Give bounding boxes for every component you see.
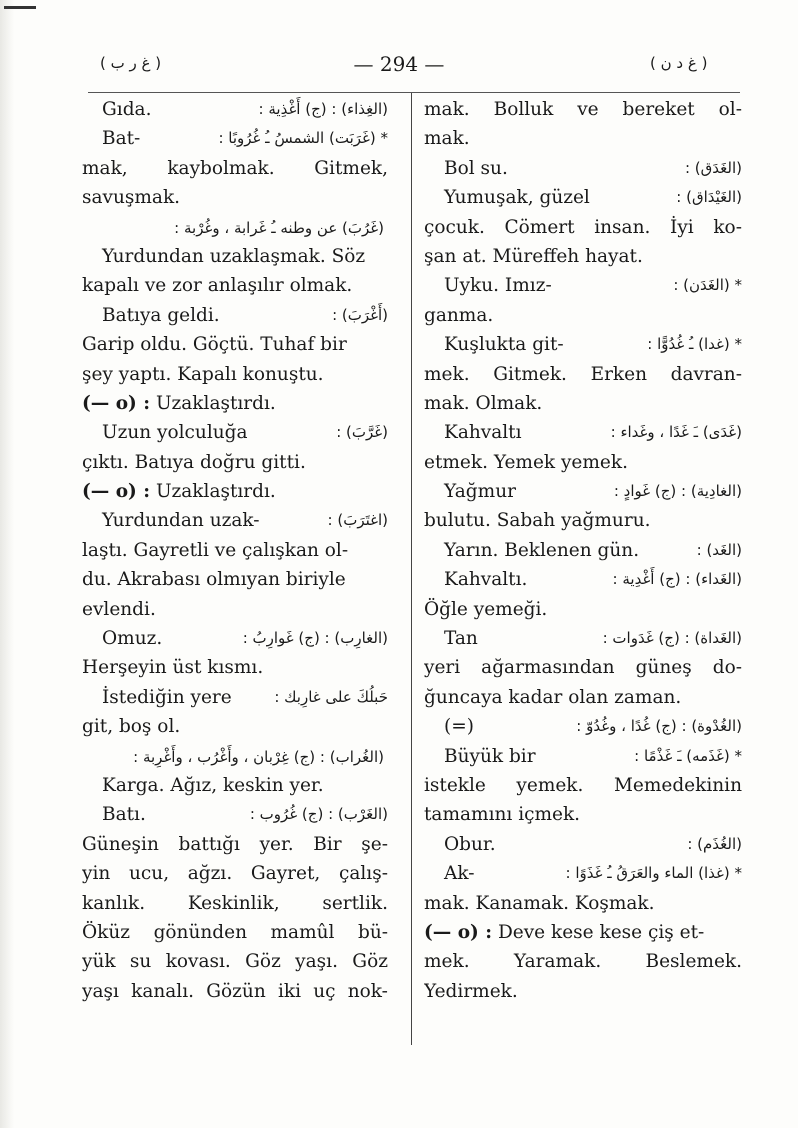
justified-text: Güneşin battığı yer. Bir şe- <box>82 833 388 855</box>
page-edge-shadow <box>0 0 14 1128</box>
arabic-headword: (الغَد) : <box>696 540 742 559</box>
entry-line <box>82 95 388 124</box>
text-line <box>424 595 742 624</box>
text-run: kapalı ve zor anlaşılır olmak. <box>82 275 353 297</box>
entry-line <box>82 800 388 829</box>
entry-line <box>424 271 742 300</box>
entry-gloss: Batıya geldi. <box>102 304 220 326</box>
text-run: mak. Kanamak. Koşmak. <box>424 892 655 914</box>
header-divider <box>88 92 740 93</box>
text-line <box>82 977 388 1006</box>
derived-form-text: (— o) : Deve kese kese çiş et- <box>424 921 705 943</box>
arabic-line <box>82 213 388 242</box>
entry-gloss: Ak- <box>444 863 475 885</box>
entry-line <box>424 742 742 771</box>
arabic-headword: (الغَيْدَاق) : <box>676 188 742 207</box>
entry-gloss: Yağmur <box>444 481 516 503</box>
text-line <box>82 183 388 212</box>
entry-gloss: Obur. <box>444 833 496 855</box>
entry-gloss: Tan <box>444 628 478 650</box>
text-run: ğuncaya kadar olan zaman. <box>424 686 682 708</box>
text-line <box>424 360 742 389</box>
text-run: Karga. Ağız, keskin yer. <box>102 774 324 796</box>
entry-gloss: Uzun yolculuğa <box>102 422 248 444</box>
justified-text: Öküz gönünden mamûl bü- <box>82 921 388 943</box>
entry-line <box>424 183 742 212</box>
text-line <box>424 506 742 535</box>
justified-text: mak, kaybolmak. Gitmek, <box>82 157 388 179</box>
arabic-headword: (الغارِب) : (ج) غَوارِبُ : <box>242 629 388 648</box>
entry-line <box>424 536 742 565</box>
justified-text: yin ucu, ağzı. Gayret, çalış- <box>82 863 388 885</box>
text-run: şan at. Müreffeh hayat. <box>424 245 643 267</box>
arabic-headword: * (غَذَمه) ـَ غَذْمًا : <box>634 746 742 765</box>
entry-gloss: (=) <box>444 716 474 738</box>
arabic-headword: (غَدَى) ـَ غَدًا ، وغَداء : <box>610 423 742 442</box>
text-run: git, boş ol. <box>82 716 181 738</box>
justified-text: kanlık. Keskinlik, sertlik. <box>82 892 388 914</box>
arabic-headword: (الغَداء) : (ج) أَغْدِية : <box>612 570 742 589</box>
text-line <box>82 330 388 359</box>
entry-line <box>82 124 388 153</box>
entry-line <box>424 859 742 888</box>
arabic-headword: * (الغَدَن) : <box>673 276 742 295</box>
text-line <box>82 712 388 741</box>
column-divider <box>411 93 412 1045</box>
entry-gloss: İstediğin yere <box>102 686 232 708</box>
entry-line <box>82 301 388 330</box>
text-run: tamamını içmek. <box>424 804 581 826</box>
header-root-left: ( غ ر ب ) <box>100 54 162 72</box>
text-line <box>424 242 742 271</box>
text-run: savuşmak. <box>82 187 181 209</box>
derived-form-line <box>82 477 388 506</box>
text-line <box>82 536 388 565</box>
entry-line <box>424 154 742 183</box>
text-line <box>424 683 742 712</box>
entry-line <box>82 624 388 653</box>
text-line <box>424 389 742 418</box>
text-run: mak. <box>424 128 470 150</box>
entry-gloss: Kahvaltı. <box>444 569 528 591</box>
arabic-line <box>82 742 388 771</box>
text-line <box>82 653 388 682</box>
entry-gloss: Yurdundan uzak- <box>102 510 260 532</box>
text-run: Herşeyin üst kısmı. <box>82 657 264 679</box>
text-line <box>82 360 388 389</box>
text-line <box>424 448 742 477</box>
right-column <box>424 95 742 1006</box>
text-run: evlendi. <box>82 598 156 620</box>
text-line <box>82 565 388 594</box>
text-line <box>424 653 742 682</box>
text-run: Garip oldu. Göçtü. Tuhaf bir <box>82 334 347 356</box>
entry-gloss: Yumuşak, güzel <box>444 187 590 209</box>
arabic-headword: (الغَدَق) : <box>684 158 742 177</box>
entry-gloss: Bol su. <box>444 157 508 179</box>
arabic-headword: (الغُذَم) : <box>687 834 742 853</box>
entry-line <box>424 712 742 741</box>
justified-text: yük su kovası. Göz yaşı. Göz <box>82 951 388 973</box>
text-run: Yurdundan uzaklaşmak. Söz <box>102 245 366 267</box>
arabic-headword: (أَغْرَبَ) : <box>332 305 388 324</box>
text-run: laştı. Gayretli ve çalışkan ol- <box>82 539 349 561</box>
text-line <box>82 771 388 800</box>
text-line <box>82 448 388 477</box>
entry-gloss: Bat- <box>102 128 141 150</box>
entry-line <box>424 830 742 859</box>
entry-gloss: Yarın. Beklenen gün. <box>444 539 640 561</box>
text-line <box>82 271 388 300</box>
entry-line <box>82 418 388 447</box>
arabic-headword: (الغادِية) : (ج) غَوادٍ : <box>613 482 742 501</box>
arabic-headword: (الغُدْوة) : (ج) غُدًا ، وغُدُوّ : <box>576 717 742 736</box>
entry-line <box>424 330 742 359</box>
header-root-right: ( غ د ن ) <box>650 54 708 72</box>
text-line <box>82 595 388 624</box>
justified-text: istekle yemek. Memedekinin <box>424 774 742 796</box>
entry-line <box>424 624 742 653</box>
entry-line <box>424 565 742 594</box>
derived-form-text: (— o) : Uzaklaştırdı. <box>82 481 276 503</box>
justified-text: yeri ağarmasından güneş do- <box>424 657 742 679</box>
text-run: Öğle yemeği. <box>424 598 548 620</box>
entry-line <box>424 477 742 506</box>
derived-form-line <box>424 918 742 947</box>
text-line <box>424 977 742 1006</box>
text-run: çıktı. Batıya doğru gitti. <box>82 451 306 473</box>
justified-text: mek. Yaramak. Beslemek. <box>424 951 742 973</box>
corner-mark <box>4 6 36 9</box>
text-line <box>82 830 388 859</box>
justified-text: yaşı kanalı. Gözün iki uç nok- <box>82 980 388 1002</box>
entry-line <box>82 683 388 712</box>
text-run: du. Akrabası olmıyan biriyle <box>82 569 346 591</box>
entry-gloss: Gıda. <box>102 99 152 120</box>
text-run: Yedirmek. <box>424 980 518 1002</box>
entry-gloss: Kahvaltı <box>444 422 522 444</box>
text-run: etmek. Yemek yemek. <box>424 451 628 473</box>
text-line <box>82 242 388 271</box>
text-line <box>424 124 742 153</box>
arabic-headword: (غَرَّبَ) : <box>336 423 388 442</box>
arabic-headword: (الغَداة) : (ج) غَدَوات : <box>602 629 742 648</box>
text-run: şey yaptı. Kapalı konuştu. <box>82 363 324 385</box>
text-line <box>424 889 742 918</box>
page-number: — 294 — <box>353 52 445 76</box>
text-line <box>424 800 742 829</box>
entry-line <box>82 506 388 535</box>
entry-line <box>424 418 742 447</box>
arabic-headword: (غَرُبَ) عن وطنه ـُ غَرابة ، وغُرْبة : <box>174 218 384 237</box>
arabic-headword: (اغتَرَبَ) : <box>327 511 388 530</box>
arabic-headword: * (غذا) الماء والعَرَقُ ـُ غَذَوًا : <box>565 864 742 883</box>
derived-form-text: (— o) : Uzaklaştırdı. <box>82 392 276 414</box>
text-run: bulutu. Sabah yağmuru. <box>424 510 651 532</box>
text-line <box>424 771 742 800</box>
text-line <box>424 95 742 124</box>
arabic-headword: (الغِذاء) : (ج) أَغْذِية : <box>258 100 388 118</box>
arabic-headword: * (غدا) ـُ غُدُوًّا : <box>647 335 742 354</box>
entry-gloss: Omuz. <box>102 628 163 650</box>
text-line <box>424 213 742 242</box>
justified-text: mek. Gitmek. Erken davran- <box>424 363 742 385</box>
text-line <box>82 889 388 918</box>
arabic-headword: حَبلُكَ على غارِبك : <box>274 687 388 706</box>
entry-gloss: Kuşlukta git- <box>444 334 564 356</box>
text-line <box>82 859 388 888</box>
arabic-headword: (الغُراب) : (ج) غِرْبان ، وأَغْرُب ، وأَغْرِبة : <box>133 747 384 766</box>
text-run: mak. Olmak. <box>424 392 543 414</box>
entry-gloss: Batı. <box>102 804 146 826</box>
text-line <box>424 947 742 976</box>
text-run: ganma. <box>424 304 494 326</box>
text-line <box>82 947 388 976</box>
text-line <box>424 301 742 330</box>
arabic-headword: (الغَرْب) : (ج) غُرُوب : <box>249 805 388 824</box>
text-line <box>82 918 388 947</box>
derived-form-line <box>82 389 388 418</box>
text-line <box>82 154 388 183</box>
entry-gloss: Uyku. Imız- <box>444 275 552 297</box>
justified-text: mak. Bolluk ve bereket ol- <box>424 99 742 120</box>
arabic-headword: * (غَرَبَت) الشمسُ ـُ غُرُوبًا : <box>218 129 388 148</box>
entry-gloss: Büyük bir <box>444 745 536 767</box>
left-column <box>82 95 388 1006</box>
justified-text: çocuk. Cömert insan. İyi ko- <box>424 216 742 238</box>
